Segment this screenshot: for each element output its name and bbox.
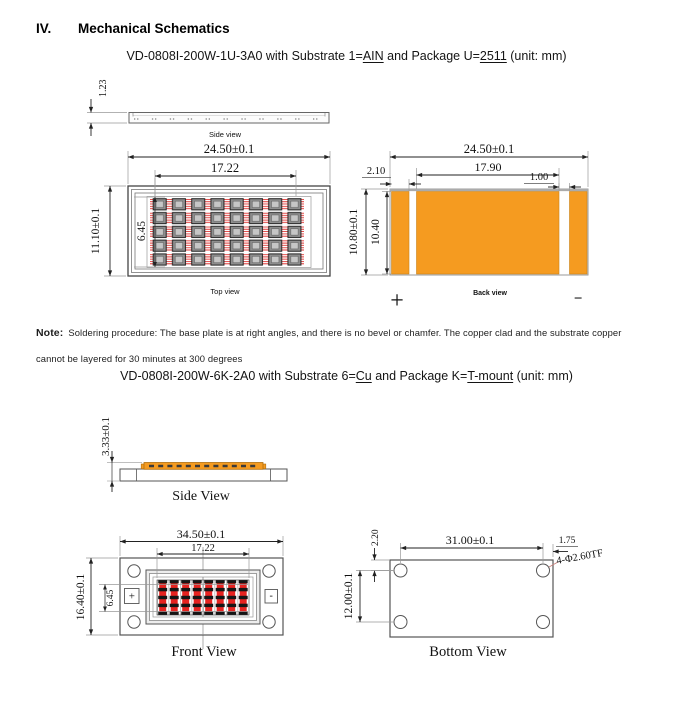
dim-back-pad-width: 17.90 xyxy=(474,160,502,174)
part1-back-view-label: Back view xyxy=(473,290,507,297)
base-plate xyxy=(120,469,287,481)
front-view-minus-sign: - xyxy=(269,590,273,602)
dim-side2-height: 3.33±0.1 xyxy=(100,416,112,456)
dim-back-width: 24.50±0.1 xyxy=(463,142,515,156)
part2-side-view-drawing xyxy=(100,417,287,504)
part1-top-view-label: Top view xyxy=(210,287,240,296)
dim-bottom-hole-offset-x: 1.75 xyxy=(558,536,576,546)
part1-back-view-drawing xyxy=(348,142,588,314)
part2-bottom-view-drawing xyxy=(343,529,604,660)
part2-side-view-label: Side View xyxy=(172,489,230,504)
section-number: IV. xyxy=(36,21,52,36)
bottom-view-outline xyxy=(390,560,553,637)
dim-front-emitter-height: 6.45 xyxy=(106,589,116,607)
part1-subtitle-mid: and Package U= xyxy=(383,49,480,63)
dim-back-gap-width: 1.00 xyxy=(529,172,549,183)
dim-back-pad-height: 10.40 xyxy=(370,219,382,245)
part1-subtitle-prefix: VD-0808I-200W-1U-3A0 with Substrate 1= xyxy=(126,49,363,63)
part1-top-view-drawing xyxy=(90,142,330,296)
copper-pad-left xyxy=(392,192,410,275)
emitter-chip-array xyxy=(150,198,304,267)
side-bar-outline xyxy=(129,113,329,124)
part1-side-view-drawing xyxy=(87,80,329,140)
part2-subtitle-prefix: VD-0808I-200W-6K-2A0 with Substrate 6= xyxy=(120,369,356,383)
part2-substrate-code: Cu xyxy=(355,369,372,383)
hole-callout: 4-Φ2.60TF xyxy=(555,547,604,567)
dim-top-emitter-height: 6.45 xyxy=(136,220,148,242)
front-view-plus-sign: + xyxy=(128,590,135,603)
dim-back-side-pad-width: 2.10 xyxy=(366,166,386,177)
dim-top-height: 11.10±0.1 xyxy=(90,207,102,255)
note-text-2: cannot be layered for 30 minutes at 300 degrees xyxy=(36,353,243,364)
dim-bottom-hole-span-x: 31.00±0.1 xyxy=(445,533,495,547)
dim-top-width: 24.50±0.1 xyxy=(203,142,255,156)
part1-package-code: 2511 xyxy=(479,49,507,63)
dim-top-emitter-width: 17.22 xyxy=(210,161,240,175)
note-text-1: Soldering procedure: The base plate is at right angles, and there is no bevel or chamfer. The copper clad and the substrate copper xyxy=(68,327,622,338)
part1-substrate-code: AIN xyxy=(362,49,384,63)
dim-bottom-hole-offset-y: 2.20 xyxy=(371,529,381,546)
note-label: Note: xyxy=(36,327,64,339)
part2-front-view-label: Front View xyxy=(171,644,237,660)
back-view-minus-sign: − xyxy=(573,291,583,307)
part2-subtitle-mid: and Package K= xyxy=(371,369,468,383)
part1-side-view-label: Side view xyxy=(208,130,242,139)
part2-subtitle-suffix: (unit: mm) xyxy=(513,369,573,383)
part2-bottom-view-label: Bottom View xyxy=(429,644,507,660)
section-title: Mechanical Schematics xyxy=(78,21,230,36)
part2-front-view-drawing xyxy=(75,527,283,660)
part1-subtitle-suffix: (unit: mm) xyxy=(506,49,567,63)
dim-front-width: 34.50±0.1 xyxy=(176,527,226,541)
dim-side-thickness: 1.23 xyxy=(98,79,109,97)
copper-pad-right xyxy=(570,192,588,275)
dim-bottom-hole-span-y: 12.00±0.1 xyxy=(343,572,355,620)
dim-front-height: 16.40±0.1 xyxy=(75,573,87,621)
copper-pad-center xyxy=(417,192,560,275)
dim-front-emitter-width: 17.22 xyxy=(191,543,215,554)
part2-package-code: T-mount xyxy=(467,369,514,383)
thickness-extension-lines xyxy=(87,113,127,124)
back-view-plus-sign: + xyxy=(390,288,404,314)
dim-back-height: 10.80±0.1 xyxy=(348,208,360,256)
